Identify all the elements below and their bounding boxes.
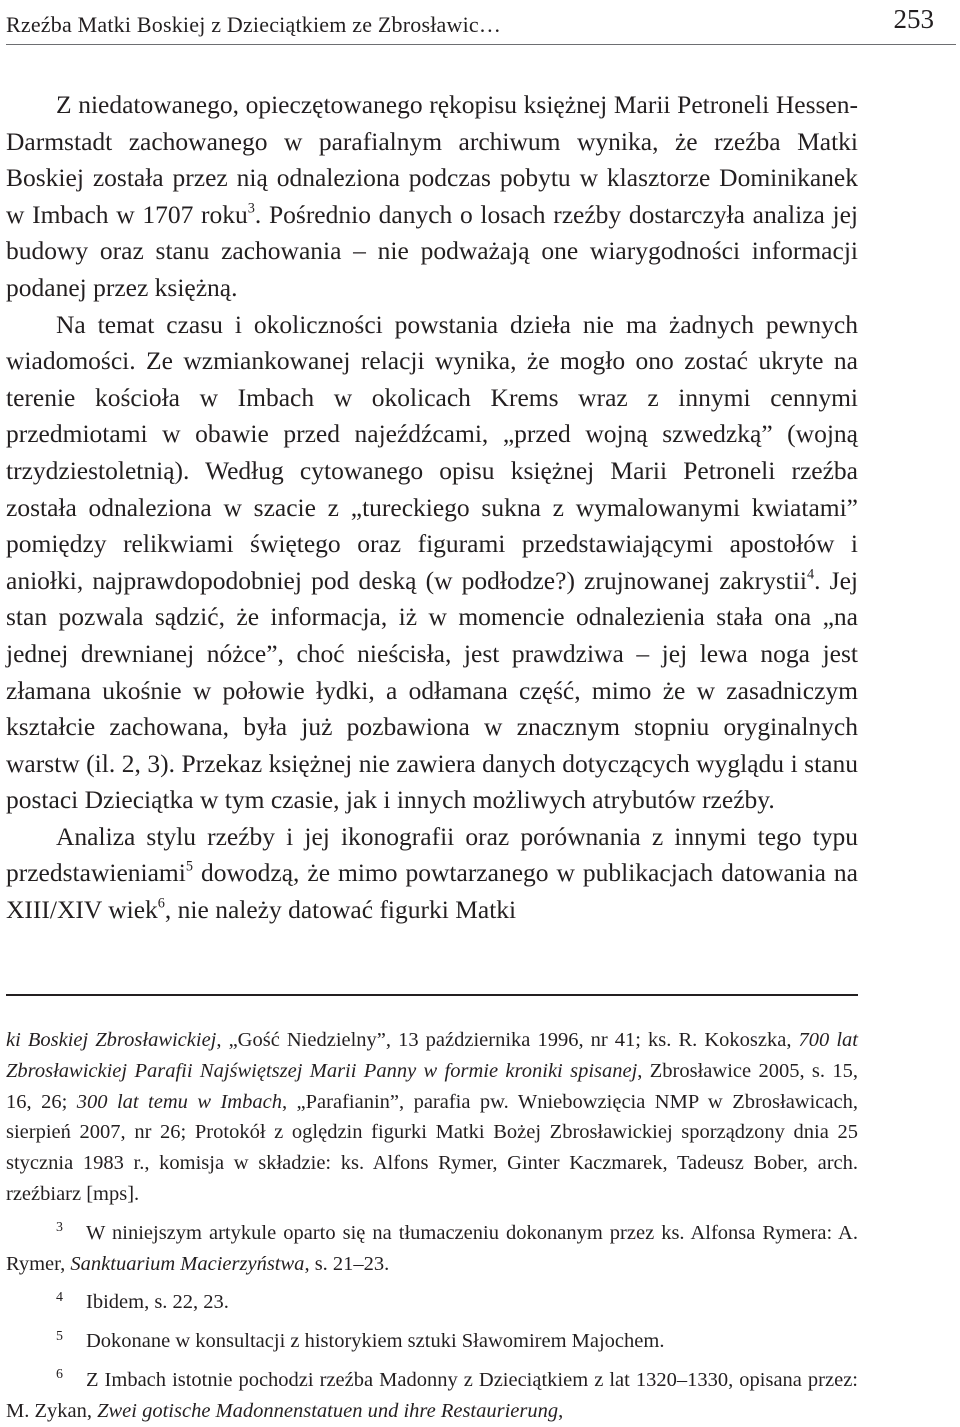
footnote-4: 4 Ibidem, s. 22, 23.	[56, 1289, 229, 1314]
footnote-continued	[6, 1025, 858, 1210]
footnote-5: 5 Dokonane w konsultacji z historykiem sztuki Sławomirem Majochem.	[56, 1328, 665, 1353]
main-text	[6, 87, 858, 929]
paragraph-3-text: Analiza stylu rzeźby i jej ikonografii oraz porównania z innymi tego typu przedstawieniami	[6, 821, 858, 888]
paragraph-1-text-cont: . Pośrednio danych o losach rzeźby dostarczyła analiza jej budowy oraz stanu zachowania – nie podważają one wiarygodności informacji podanej przez księżną.	[6, 199, 858, 302]
footnote-title: ki Boskiej Zbrosławickiej	[6, 1029, 217, 1051]
footnote-ref-4[interactable]: 4	[807, 566, 815, 583]
paragraph-3-text-end: , nie należy datować figurki Matki	[164, 895, 517, 925]
footnote-text: , „Parafianin”, parafia pw. Wniebowzięcia NMP w Zbrosławicach, sierpień 2007, nr 26; Protokół z oględzin figurki Matki Bożej Zbrosławickiej sporządzony dnia 25 stycznia 1983 r., komisja w składzie: ks. Alfons Rymer, Ginter Kaczmarek, Tadeusz Bober, arch. rzeźbiarz [mps].	[6, 1090, 858, 1205]
running-header	[6, 6, 934, 40]
paragraph-2	[6, 307, 858, 819]
footnote-title: Zwei gotische Madonnenstatuen und ihre Restaurierung	[97, 1399, 559, 1422]
running-title: Rzeźba Matki Boskiej z Dzieciątkiem ze Zbrosławic…	[6, 12, 502, 37]
page-number: 253	[893, 4, 934, 34]
footnote-text: Z Imbach istotnie pochodzi rzeźba Madonny z Dzieciątkiem z lat 1320–1330, opisana przez: M. Zykan,	[6, 1368, 858, 1422]
footnote-6: 6 Z Imbach istotnie pochodzi rzeźba Madonny z Dzieciątkiem z lat 1320–1330, opisana przez: M. Zykan, Zwei gotische Madonnenstatuen und ihre Restaurierung,	[6, 1367, 858, 1422]
footnote-text: ,	[558, 1399, 564, 1422]
footnote-separator	[6, 994, 858, 996]
footnotes	[6, 1025, 858, 1427]
paragraph-1-text: Z niedatowanego, opieczętowanego rękopisu księżnej Marii Petroneli Hessen-Darmstadt zachowanego w parafialnym archiwum wynika, że rzeźba Matki Boskiej została przez nią odnaleziona podczas pobytu w klasztorze Dominikanek w Imbach w 1707 roku	[6, 90, 858, 229]
footnote-ref-3[interactable]: 3	[247, 200, 255, 217]
paragraph-3-text-cont: dowodzą, że mimo powtarzanego w publikacjach datowania na XIII/XIV wiek	[6, 858, 858, 925]
footnote-text: W niniejszym artykule oparto się na tłumaczeniu dokonanym przez ks. Alfonsa Rymera: A. Rymer,	[6, 1221, 858, 1275]
header-rule	[6, 44, 956, 45]
footnote-text: Ibidem, s. 22, 23.	[86, 1291, 229, 1314]
footnote-title: 700 lat Zbrosławickiej Parafii Najświętszej Marii Panny w formie kroniki spisanej	[6, 1029, 858, 1082]
paragraph-3	[6, 819, 858, 929]
paragraph-2-text: Na temat czasu i okoliczności powstania dzieła nie ma żadnych pewnych wiadomości. Ze wzmiankowanej relacji wynika, że mogło ono zostać ukryte na terenie kościoła w Imbach w okolicach Krems wraz z innymi cennymi przedmiotami w obawie przed najeźdźcami, „przed wojną szwedzką” (wojną trzydziestoletnią). Według cytowanego opisu księżnej Marii Petroneli rzeźba została odnaleziona w szacie z „tureckiego sukna z wymalowanymi kwiatami” pomiędzy relikwiami świętego oraz figurami przedstawiającymi apostołów i aniołki, najprawdopodobniej pod deską (w podłodze?) zrujnowanej zakrystii	[6, 309, 858, 595]
footnote-title: Sanktuarium Macierzyństwa	[70, 1252, 305, 1275]
footnote-3: 3 W niniejszym artykule oparto się na tłumaczeniu dokonanym przez ks. Alfonsa Rymera: A. Rymer, Sanktuarium Macierzyństwa, s. 21–23.	[6, 1220, 858, 1275]
footnote-ref-6[interactable]: 6	[157, 895, 165, 912]
footnote-title: 300 lat temu w Imbach	[76, 1090, 282, 1113]
footnote-ref-5[interactable]: 5	[185, 858, 193, 875]
paragraph-2-text-cont: . Jej stan pozwala sądzić, że informacja, iż w momencie odnalezienia stała ona „na jednej drewnianej nóżce”, choć nieścisła, jest prawdziwa – jej lewa noga jest złamana ukośnie w połowie łydki, a odłamana część, mimo że w zasadniczym kształcie zachowana, była już pozbawiona w znacznym stopniu oryginalnych warstw (il. 2, 3). Przekaz księżnej nie zawiera danych dotyczących wyglądu i stanu postaci Dzieciątka w tym czasie, jak i innych możliwych atrybutów rzeźby.	[6, 565, 858, 815]
paragraph-1	[6, 87, 858, 307]
footnote-text: Dokonane w konsultacji z historykiem sztuki Sławomirem Majochem.	[86, 1330, 665, 1353]
footnote-text: , „Gość Niedzielny”, 13 października 1996, nr 41; ks. R. Kokoszka,	[216, 1029, 799, 1051]
footnote-text: , Zbrosławice 2005, s. 15, 16, 26;	[6, 1059, 859, 1113]
footnote-text: , s. 21–23.	[304, 1252, 390, 1275]
